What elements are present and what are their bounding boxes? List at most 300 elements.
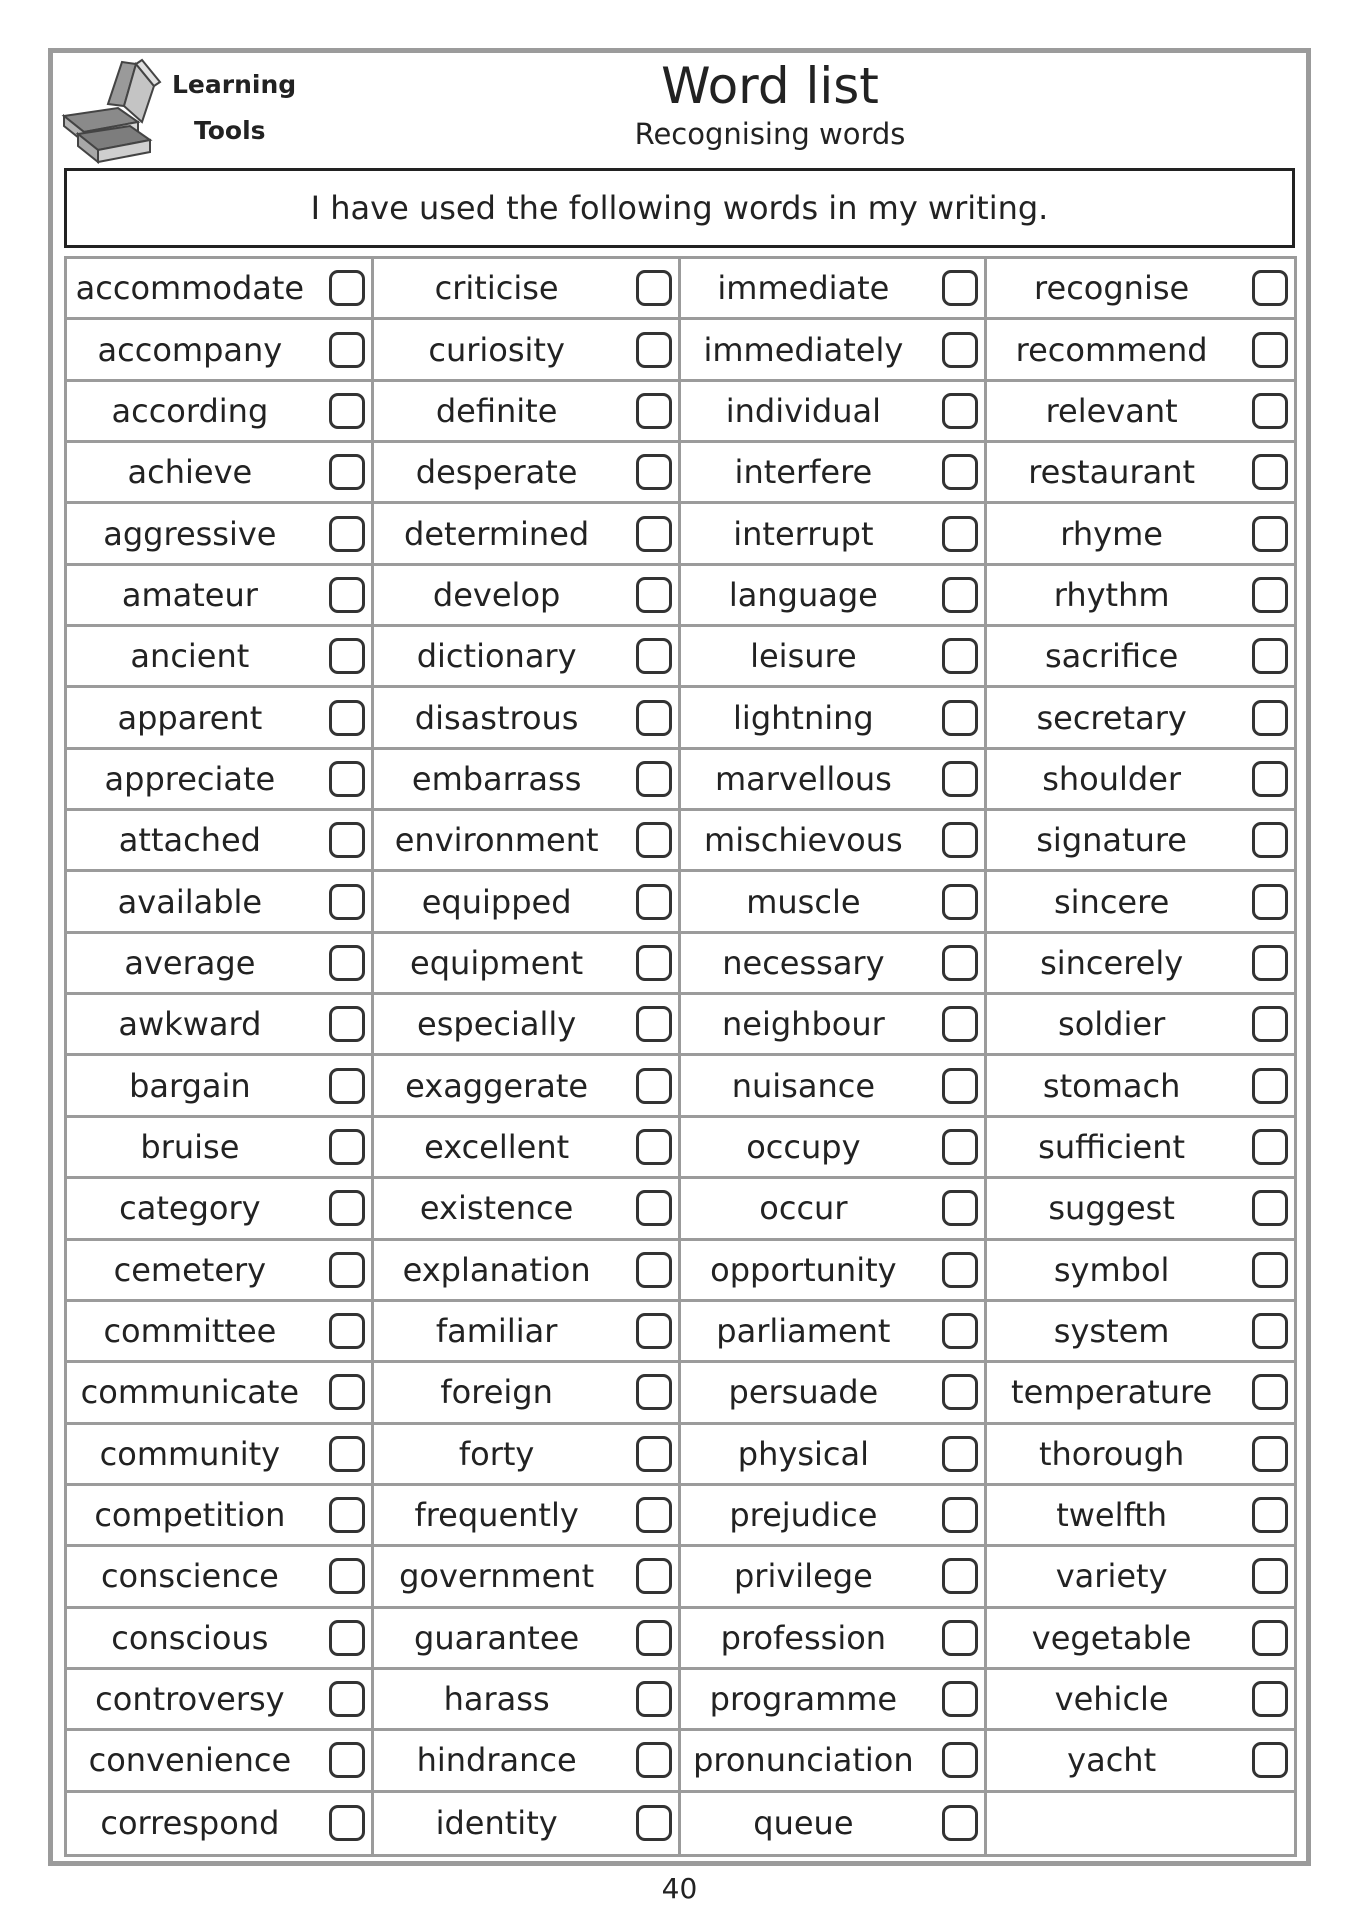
word-checkbox[interactable] [1252, 270, 1288, 306]
word-label: relevant [1045, 391, 1178, 430]
word-checkbox[interactable] [942, 884, 978, 920]
word-cell [67, 1363, 374, 1424]
word-cell [681, 443, 988, 504]
word-checkbox[interactable] [329, 1190, 365, 1226]
word-label: symbol [1053, 1250, 1170, 1289]
word-label: correspond [100, 1804, 280, 1843]
word-cell [374, 1670, 681, 1731]
word-label: queue [753, 1804, 854, 1843]
word-checkbox[interactable] [1252, 1313, 1288, 1349]
word-label: foreign [440, 1373, 553, 1412]
word-cell [681, 1118, 988, 1179]
word-checkbox[interactable] [942, 1006, 978, 1042]
word-checkbox[interactable] [329, 1313, 365, 1349]
word-checkbox[interactable] [942, 1252, 978, 1288]
word-cell [987, 627, 1294, 688]
word-checkbox[interactable] [942, 1129, 978, 1165]
word-label: hindrance [416, 1741, 577, 1780]
word-label: yacht [1067, 1741, 1157, 1780]
word-cell [987, 872, 1294, 933]
word-checkbox[interactable] [329, 761, 365, 797]
word-cell [987, 1363, 1294, 1424]
word-checkbox[interactable] [329, 638, 365, 674]
word-cell [67, 1056, 374, 1117]
word-checkbox[interactable] [636, 945, 672, 981]
word-label: leisure [750, 637, 857, 676]
word-cell [374, 320, 681, 381]
word-label: develop [432, 575, 561, 614]
word-cell [987, 1425, 1294, 1486]
word-cell [987, 1793, 1294, 1854]
word-label: ancient [130, 637, 250, 676]
word-checkbox[interactable] [636, 1374, 672, 1410]
word-label: recommend [1015, 330, 1208, 369]
word-checkbox[interactable] [636, 884, 672, 920]
word-cell [681, 382, 988, 443]
word-checkbox[interactable] [1252, 1558, 1288, 1594]
word-cell [987, 504, 1294, 565]
word-cell [374, 1118, 681, 1179]
word-label: existence [419, 1189, 574, 1228]
word-cell [987, 320, 1294, 381]
word-cell [67, 259, 374, 320]
word-checkbox[interactable] [329, 270, 365, 306]
word-label: bruise [140, 1128, 240, 1167]
word-cell [67, 504, 374, 565]
logo-text-tools: Tools [194, 116, 266, 145]
word-checkbox[interactable] [942, 1313, 978, 1349]
word-cell [987, 1670, 1294, 1731]
word-checkbox[interactable] [329, 1068, 365, 1104]
word-checkbox[interactable] [636, 761, 672, 797]
word-checkbox[interactable] [1252, 884, 1288, 920]
word-checkbox[interactable] [942, 1497, 978, 1533]
word-cell [987, 1302, 1294, 1363]
word-checkbox[interactable] [942, 1558, 978, 1594]
word-label: privilege [733, 1557, 873, 1596]
word-checkbox[interactable] [1252, 1006, 1288, 1042]
word-checkbox[interactable] [329, 454, 365, 490]
word-label: soldier [1058, 1005, 1166, 1044]
word-checkbox[interactable] [942, 822, 978, 858]
word-cell [681, 688, 988, 749]
word-checkbox[interactable] [329, 393, 365, 429]
word-cell [67, 811, 374, 872]
word-checkbox[interactable] [636, 1190, 672, 1226]
word-label: curiosity [428, 330, 565, 369]
word-label: communicate [80, 1373, 300, 1412]
word-label: sacrifice [1044, 637, 1179, 676]
word-label: controversy [95, 1680, 285, 1719]
word-checkbox[interactable] [1252, 822, 1288, 858]
word-cell [67, 566, 374, 627]
word-label: explanation [402, 1250, 591, 1289]
word-label: definite [435, 391, 558, 430]
word-label: vehicle [1054, 1680, 1169, 1719]
word-label: accommodate [75, 269, 305, 308]
word-label: disastrous [414, 698, 579, 737]
word-cell [67, 995, 374, 1056]
word-checkbox[interactable] [942, 577, 978, 613]
word-checkbox[interactable] [942, 454, 978, 490]
word-checkbox[interactable] [329, 332, 365, 368]
word-cell [374, 504, 681, 565]
word-checkbox[interactable] [329, 1681, 365, 1717]
word-checkbox[interactable] [1252, 454, 1288, 490]
word-checkbox[interactable] [1252, 1190, 1288, 1226]
word-checkbox[interactable] [636, 1436, 672, 1472]
instruction-box: I have used the following words in my writing. [64, 168, 1295, 248]
word-checkbox[interactable] [636, 1252, 672, 1288]
word-label: determined [404, 514, 590, 553]
word-cell [681, 1056, 988, 1117]
word-label: sincere [1053, 882, 1170, 921]
word-cell [681, 259, 988, 320]
word-checkbox[interactable] [1252, 332, 1288, 368]
word-checkbox[interactable] [636, 270, 672, 306]
word-checkbox[interactable] [329, 1620, 365, 1656]
word-label: signature [1036, 821, 1187, 860]
word-cell [987, 1118, 1294, 1179]
word-label: competition [94, 1496, 286, 1535]
word-cell [681, 872, 988, 933]
word-label: occur [759, 1189, 848, 1228]
word-cell [681, 1179, 988, 1240]
word-label: occupy [746, 1128, 861, 1167]
word-cell [987, 259, 1294, 320]
word-checkbox[interactable] [942, 945, 978, 981]
word-checkbox[interactable] [636, 454, 672, 490]
word-label: equipment [410, 943, 584, 982]
word-cell [681, 1425, 988, 1486]
word-label: bargain [129, 1066, 251, 1105]
word-label: identity [435, 1804, 558, 1843]
word-checkbox[interactable] [942, 1374, 978, 1410]
word-cell [67, 1425, 374, 1486]
books-icon [58, 56, 168, 164]
word-checkbox[interactable] [329, 1252, 365, 1288]
word-cell [67, 627, 374, 688]
word-label: according [111, 391, 269, 430]
word-label: suggest [1048, 1189, 1175, 1228]
word-cell [67, 443, 374, 504]
word-label: guarantee [414, 1618, 580, 1657]
word-label: language [728, 575, 878, 614]
word-label: individual [725, 391, 882, 430]
word-label: attached [118, 821, 261, 860]
word-checkbox[interactable] [942, 516, 978, 552]
word-cell [987, 1731, 1294, 1792]
word-grid [64, 256, 1297, 1857]
word-label: twelfth [1056, 1496, 1168, 1535]
word-label: frequently [414, 1496, 579, 1535]
word-cell [374, 688, 681, 749]
word-cell [987, 995, 1294, 1056]
word-label: opportunity [710, 1250, 897, 1289]
word-checkbox[interactable] [329, 1805, 365, 1841]
word-cell [374, 1241, 681, 1302]
word-label: temperature [1011, 1373, 1213, 1412]
word-label: muscle [746, 882, 861, 921]
word-cell [681, 320, 988, 381]
word-checkbox[interactable] [1252, 761, 1288, 797]
word-cell [987, 1056, 1294, 1117]
word-checkbox[interactable] [636, 1558, 672, 1594]
word-label: parliament [716, 1312, 891, 1351]
word-label: government [399, 1557, 595, 1596]
word-checkbox[interactable] [1252, 577, 1288, 613]
word-cell [374, 259, 681, 320]
word-checkbox[interactable] [1252, 945, 1288, 981]
word-label: harass [443, 1680, 550, 1719]
logo-text-learning: Learning [172, 70, 297, 99]
word-checkbox[interactable] [636, 1681, 672, 1717]
word-label: stomach [1042, 1066, 1181, 1105]
word-checkbox[interactable] [942, 1068, 978, 1104]
word-cell [987, 566, 1294, 627]
word-checkbox[interactable] [636, 1497, 672, 1533]
word-cell [987, 443, 1294, 504]
word-cell [67, 750, 374, 811]
word-cell [67, 1118, 374, 1179]
word-label: interfere [734, 453, 873, 492]
word-checkbox[interactable] [942, 638, 978, 674]
word-cell [681, 1670, 988, 1731]
word-checkbox[interactable] [1252, 1681, 1288, 1717]
word-label: forty [458, 1434, 535, 1473]
word-cell [987, 1179, 1294, 1240]
word-label: category [119, 1189, 261, 1228]
word-checkbox[interactable] [636, 1006, 672, 1042]
word-checkbox[interactable] [329, 822, 365, 858]
word-label: committee [103, 1312, 277, 1351]
word-cell [67, 1302, 374, 1363]
word-label: appreciate [104, 759, 276, 798]
word-checkbox[interactable] [942, 761, 978, 797]
word-label: convenience [88, 1741, 292, 1780]
word-checkbox[interactable] [1252, 1068, 1288, 1104]
word-checkbox[interactable] [636, 822, 672, 858]
word-cell [987, 688, 1294, 749]
word-label: immediately [703, 330, 904, 369]
word-cell [374, 443, 681, 504]
word-cell [987, 1609, 1294, 1670]
word-label: awkward [118, 1005, 262, 1044]
word-checkbox[interactable] [1252, 1252, 1288, 1288]
word-checkbox[interactable] [1252, 700, 1288, 736]
word-label: equipped [421, 882, 572, 921]
word-checkbox[interactable] [942, 393, 978, 429]
word-checkbox[interactable] [636, 1620, 672, 1656]
word-label: programme [709, 1680, 898, 1719]
word-checkbox[interactable] [942, 700, 978, 736]
word-checkbox[interactable] [942, 1190, 978, 1226]
word-label: community [99, 1434, 281, 1473]
word-label: aggressive [103, 514, 277, 553]
word-cell [987, 1486, 1294, 1547]
word-cell [374, 1793, 681, 1854]
word-cell [681, 934, 988, 995]
word-label: available [117, 882, 263, 921]
word-label: sufficient [1038, 1128, 1186, 1167]
word-cell [681, 1241, 988, 1302]
word-checkbox[interactable] [636, 577, 672, 613]
word-label: variety [1055, 1557, 1168, 1596]
word-checkbox[interactable] [636, 332, 672, 368]
word-label: persuade [728, 1373, 879, 1412]
word-label: neighbour [721, 1005, 885, 1044]
word-checkbox[interactable] [329, 884, 365, 920]
word-checkbox[interactable] [636, 516, 672, 552]
word-cell [374, 627, 681, 688]
word-label: necessary [722, 943, 885, 982]
word-checkbox[interactable] [942, 1742, 978, 1778]
word-checkbox[interactable] [329, 1436, 365, 1472]
word-cell [374, 1486, 681, 1547]
word-label: rhyme [1060, 514, 1163, 553]
word-label: average [124, 943, 256, 982]
word-checkbox[interactable] [329, 577, 365, 613]
word-label: interrupt [733, 514, 874, 553]
word-checkbox[interactable] [329, 1497, 365, 1533]
word-label: familiar [435, 1312, 558, 1351]
word-label: vegetable [1031, 1618, 1192, 1657]
word-checkbox[interactable] [636, 1742, 672, 1778]
word-cell [681, 1793, 988, 1854]
word-cell [681, 627, 988, 688]
word-label: sincerely [1040, 943, 1184, 982]
page-number: 40 [661, 1872, 698, 1905]
word-label: criticise [434, 269, 559, 308]
word-cell [681, 1547, 988, 1608]
word-label: shoulder [1042, 759, 1182, 798]
word-cell [374, 1056, 681, 1117]
word-cell [67, 1179, 374, 1240]
word-cell [67, 1547, 374, 1608]
word-checkbox[interactable] [329, 1374, 365, 1410]
word-cell [681, 566, 988, 627]
word-checkbox[interactable] [636, 638, 672, 674]
word-cell [374, 811, 681, 872]
word-checkbox[interactable] [942, 270, 978, 306]
word-label: thorough [1038, 1434, 1185, 1473]
word-cell [374, 1363, 681, 1424]
word-cell [681, 995, 988, 1056]
word-label: lightning [733, 698, 874, 737]
word-cell [67, 934, 374, 995]
word-checkbox[interactable] [329, 516, 365, 552]
word-label: apparent [117, 698, 263, 737]
word-cell [374, 934, 681, 995]
word-cell [681, 1486, 988, 1547]
word-checkbox[interactable] [636, 1313, 672, 1349]
word-checkbox[interactable] [636, 700, 672, 736]
word-label: dictionary [416, 637, 577, 676]
word-label: embarrass [411, 759, 582, 798]
word-cell [681, 750, 988, 811]
word-label: environment [394, 821, 599, 860]
word-cell [681, 1302, 988, 1363]
page-title: Word list [661, 57, 879, 115]
word-label: restaurant [1028, 453, 1196, 492]
word-checkbox[interactable] [329, 700, 365, 736]
word-checkbox[interactable] [329, 1558, 365, 1594]
word-checkbox[interactable] [1252, 1436, 1288, 1472]
word-cell [987, 934, 1294, 995]
word-checkbox[interactable] [636, 393, 672, 429]
word-checkbox[interactable] [1252, 1620, 1288, 1656]
word-cell [67, 1731, 374, 1792]
word-label: desperate [415, 453, 578, 492]
word-label: prejudice [729, 1496, 878, 1535]
word-checkbox[interactable] [1252, 393, 1288, 429]
word-checkbox[interactable] [329, 1129, 365, 1165]
word-checkbox[interactable] [1252, 1129, 1288, 1165]
word-checkbox[interactable] [942, 1436, 978, 1472]
word-label: immediate [717, 269, 890, 308]
word-cell [374, 995, 681, 1056]
word-cell [67, 1609, 374, 1670]
word-label: secretary [1036, 698, 1187, 737]
word-checkbox[interactable] [1252, 1374, 1288, 1410]
word-label: conscience [100, 1557, 279, 1596]
word-label: physical [737, 1434, 869, 1473]
word-checkbox[interactable] [329, 1006, 365, 1042]
word-cell [681, 1363, 988, 1424]
word-cell [374, 1179, 681, 1240]
word-cell [681, 1731, 988, 1792]
word-cell [67, 1670, 374, 1731]
word-checkbox[interactable] [942, 1620, 978, 1656]
word-cell [67, 688, 374, 749]
word-checkbox[interactable] [942, 332, 978, 368]
word-checkbox[interactable] [1252, 516, 1288, 552]
word-cell [987, 1547, 1294, 1608]
word-checkbox[interactable] [636, 1129, 672, 1165]
page-subtitle: Recognising words [634, 117, 906, 151]
word-checkbox[interactable] [636, 1068, 672, 1104]
word-checkbox[interactable] [636, 1805, 672, 1841]
word-cell [67, 1241, 374, 1302]
word-checkbox[interactable] [1252, 1497, 1288, 1533]
word-label: cemetery [113, 1250, 267, 1289]
word-label: amateur [121, 575, 258, 614]
word-cell [67, 320, 374, 381]
word-cell [681, 504, 988, 565]
word-cell [681, 1609, 988, 1670]
word-checkbox[interactable] [1252, 638, 1288, 674]
word-cell [374, 1302, 681, 1363]
word-cell [67, 1793, 374, 1854]
word-checkbox[interactable] [1252, 1742, 1288, 1778]
word-cell [681, 811, 988, 872]
word-label: nuisance [731, 1066, 876, 1105]
word-label: accompany [97, 330, 283, 369]
word-checkbox[interactable] [942, 1805, 978, 1841]
word-checkbox[interactable] [329, 1742, 365, 1778]
word-cell [67, 1486, 374, 1547]
word-cell [374, 750, 681, 811]
word-cell [374, 382, 681, 443]
word-label: mischievous [704, 821, 903, 860]
word-label: marvellous [714, 759, 892, 798]
word-checkbox[interactable] [942, 1681, 978, 1717]
word-cell [374, 1547, 681, 1608]
learning-tools-logo [58, 56, 298, 164]
word-cell [374, 1731, 681, 1792]
word-label: pronunciation [693, 1741, 914, 1780]
word-checkbox[interactable] [329, 945, 365, 981]
